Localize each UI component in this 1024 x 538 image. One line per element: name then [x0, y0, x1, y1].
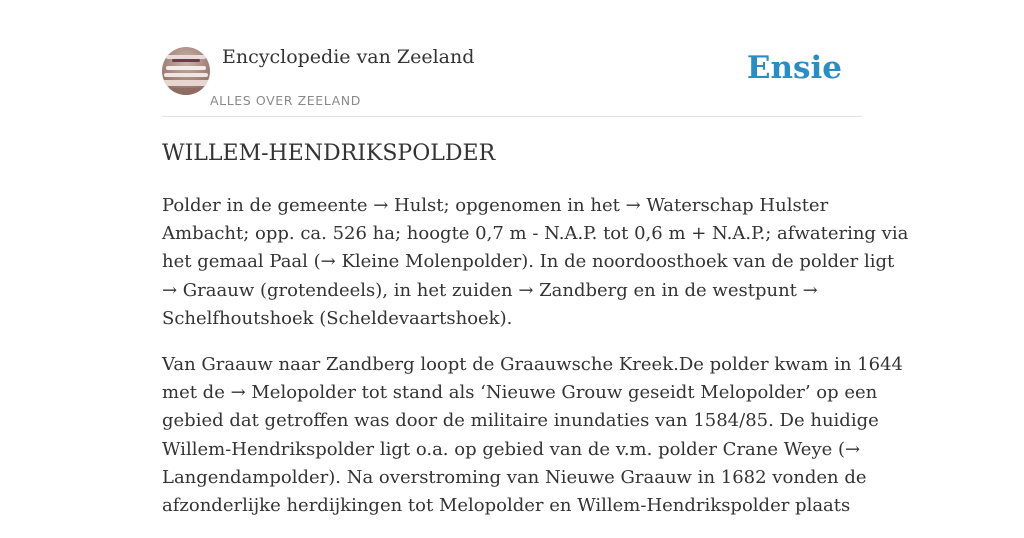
text-line: afzonderlijke herdijkingen tot Melopolder en Willem-Hendrikspolder plaats	[162, 495, 851, 517]
article-content	[162, 192, 909, 538]
site-header	[162, 0, 862, 117]
paragraph-2	[162, 351, 903, 520]
text-line: Willem-Hendrikspolder ligt o.a. op gebied van de v.m. polder Crane Weye (→	[162, 438, 861, 460]
text-line: met de → Melopolder tot stand als ‘Nieuwe Grouw geseidt Melopolder’ op een	[162, 382, 878, 404]
text-line: gebied dat getroffen was door de militaire inundaties van 1584/85. De huidige	[162, 410, 879, 432]
text-line: Polder in de gemeente → Hulst; opgenomen in het → Waterschap Hulster	[162, 195, 829, 216]
paragraph-1	[162, 192, 909, 333]
text-line: het gemaal Paal (→ Kleine Molenpolder). In de noordoosthoek van de polder ligt	[162, 251, 895, 273]
site-avatar[interactable]	[162, 47, 210, 95]
text-line: Van Graauw naar Zandberg loopt de Graauwsche Kreek.De polder kwam in 1644	[162, 354, 903, 376]
text-line: → Graauw (grotendeels), in het zuiden → Zandberg en in de westpunt →	[162, 279, 818, 301]
text-line: Langendampolder). Na overstroming van Nieuwe Graauw in 1682 vonden de	[162, 466, 867, 488]
text-line: Ambacht; opp. ca. 526 ha; hoogte 0,7 m - N.A.P. tot 0,6 m + N.A.P.; afwatering via	[162, 223, 909, 245]
page-container	[162, 0, 909, 517]
site-title[interactable]: Encyclopedie van Zeeland	[222, 46, 475, 68]
article-title: WILLEM-HENDRIKSPOLDER	[162, 141, 496, 166]
site-tagline: ALLES OVER ZEELAND	[210, 93, 361, 108]
brand-logo-link[interactable]: Ensie	[746, 50, 842, 86]
text-line: Schelfhoutshoek (Scheldevaartshoek).	[162, 307, 513, 329]
